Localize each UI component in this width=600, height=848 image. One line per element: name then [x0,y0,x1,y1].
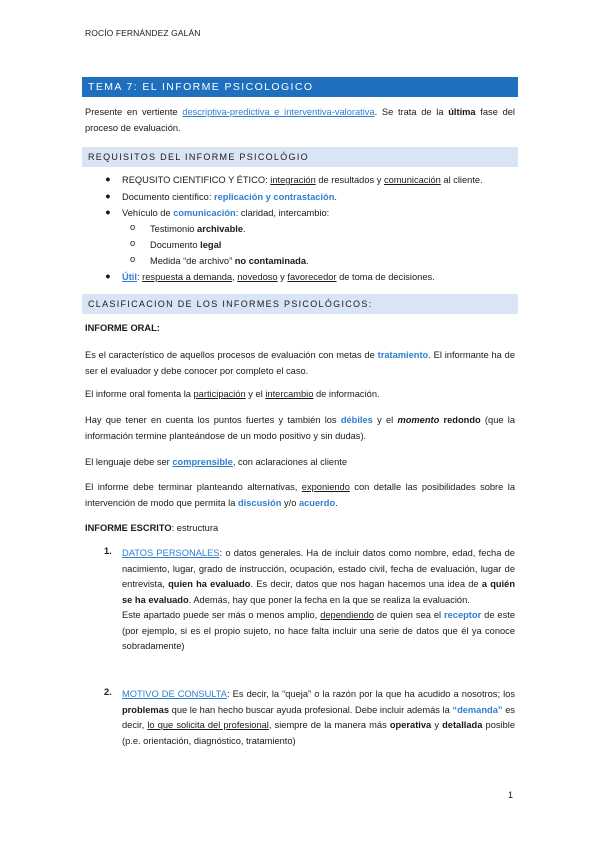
bullet-icon: ● [105,191,111,201]
highlight-link: descriptiva-predictiva e interventiva-valorativa [182,107,375,117]
bold-text: última [448,107,476,117]
sub-list-item: Documento legal [150,240,222,250]
list-item: REQUSITO CIENTIFICO Y ÉTICO: integración de resultados y comunicación al cliente. [122,175,483,185]
oral-paragraph-4: El lenguaje debe ser comprensible, con aclaraciones al cliente [85,457,348,467]
oral-paragraph-5: El informe debe terminar planteando alternativas, exponiendo con detalle las posibilidades sobre la intervención de modo que permita la discusión y/o acuerdo. [85,482,515,508]
oral-paragraph-3: Hay que tener en cuenta los puntos fuertes y también los débiles y el momento redondo (que la información termine planteándose de un modo positivo y sin dudas). [85,415,515,441]
page-number: 1 [508,790,514,800]
text: fase del proceso de evaluación. [85,107,515,133]
bullet-icon: ● [105,174,111,184]
sub-list-item: Medida “de archivo” no contaminada. [150,256,309,266]
text: . Se trata de la [374,107,449,117]
intro-paragraph [85,105,515,136]
oral-paragraph-1: Es el característico de aquellos procesos de evaluación con metas de tratamiento. El informante ha de ser el evaluador y debe conocer por completo el caso. [85,350,515,376]
list-number: 2. [104,687,112,697]
chapter-title: TEMA 7: EL INFORME PSICOLOGICO [82,77,518,97]
section-title-requisitos: REQUISITOS DEL INFORME PSICOLÓGIO [82,147,518,167]
oral-paragraph-2: El informe oral fomenta la participación y el intercambio de información. [85,389,380,399]
bullet-icon: ● [105,207,111,217]
sub-bullet-icon: o [130,254,136,264]
list-item: Vehículo de comunicación: claridad, intercambio: [122,208,330,218]
numbered-item-datos-personales: DATOS PERSONALES: o datos generales. Ha de incluir datos como nombre, edad, fecha de nacimiento, lugar, grado de instrucción, ocupación, estado civil, fecha de evaluación, lugar de entrevista, quien ha evaluado. Es decir, datos que nos hagan hacemos una idea de a quién se ha evaluado. Además, hay que poner la fecha en la que se realiza la evaluación. Este apartado puede ser más o menos amplio, dependiendo de quien sea el receptor de este (por ejemplo, si es el propio sujeto, no hace falta incluir una serie de datos que él ya conoce sobradamente) [122,548,515,651]
text: Presente en vertiente [85,107,183,117]
list-item: Documento científico: replicación y contrastación. [122,192,337,202]
subheading-escrito: INFORME ESCRITO: estructura [85,523,219,533]
sub-bullet-icon: o [130,222,136,232]
numbered-item-motivo-consulta: MOTIVO DE CONSULTA: Es decir, la “queja” o la razón por la que ha acudido a nosotros; los problemas que le han hecho buscar ayuda profesional. Debe incluir además la “demanda” es decir, lo que solicita del profesional, siempre de la manera más operativa y detallada posible (p.e. orientación, diagnóstico, tratamiento) [122,689,516,746]
section-title-clasificacion: CLASIFICACION DE LOS INFORMES PSICOLÓGICOS: [82,294,518,314]
sub-list-item: Testimonio archivable. [150,224,246,234]
author-header: ROCÍO FERNÁNDEZ GALÁN [85,28,201,38]
sub-bullet-icon: o [130,238,136,248]
list-item: Útil: respuesta a demanda, novedoso y favorecedor de toma de decisiones. [122,272,435,282]
bullet-icon: ● [105,271,111,281]
list-number: 1. [104,546,112,556]
subheading-oral: INFORME ORAL: [85,323,160,333]
